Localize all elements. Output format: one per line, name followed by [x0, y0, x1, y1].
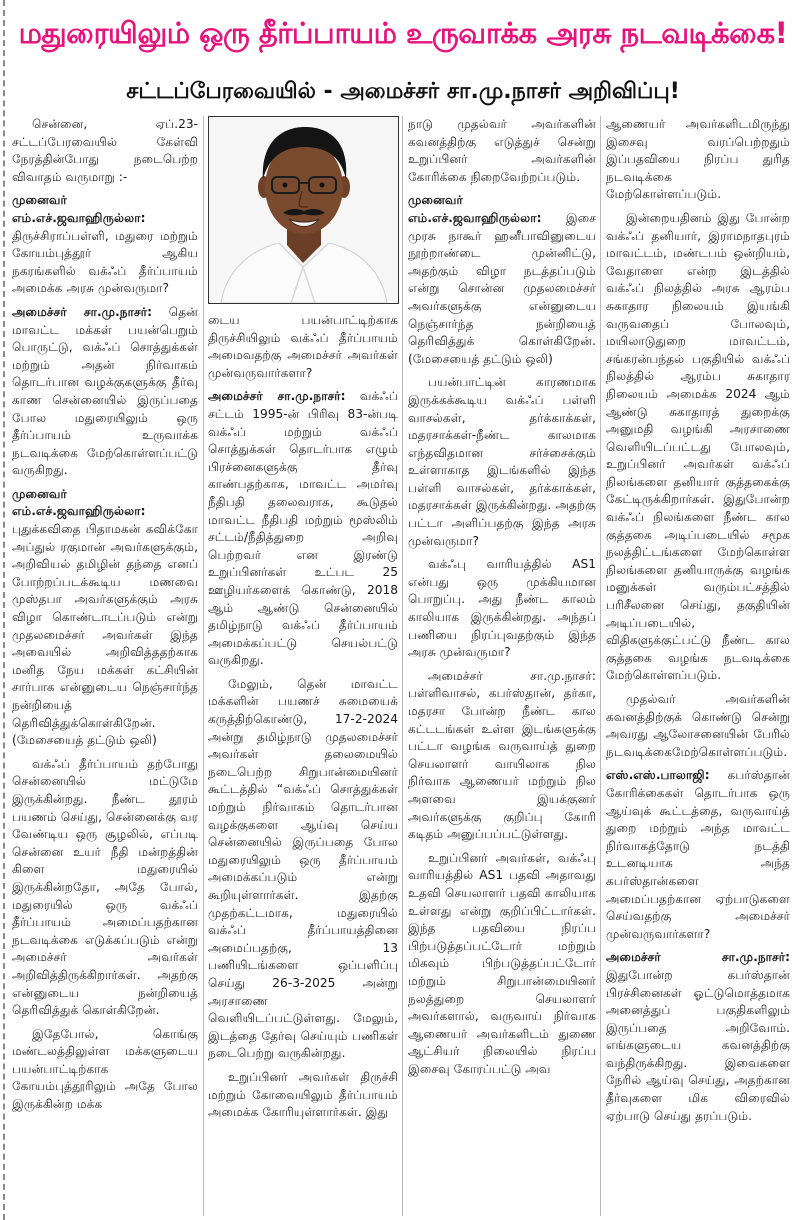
paragraph-text: இன்றையதினம் இது போன்ற வக்ஃப் தனியார், இராமநாதபுரம் மாவட்டம், மண்டபம் ஒன்றியம், வேதாளை என்ற இடத்தில் வக்ஃப் நிலத்தில் அரசு ஆரம்ப சுகாதார நிலையம் இயங்கி வருவதைப் போலவும், மயிலாடுதுறை மாவட்டம், சங்கரன்பந்தல் பகுதியில் வக்ஃப் நிலத்தில் ஆரம்ப சுகாதார நிலையம் அமைக்க 2024 ஆம் ஆண்டு சுகாதாரத் துறைக்கு அனுமதி வழங்கி அரசாணை வெளியிடப்பட்டது போலவும், உறுப்பினர் அவர்கள் வக்ஃப் நிலங்களை தனியார் குத்தகைக்கு கேட்டிருக்கிறார்கள். இதுபோன்ற வக்ஃப் நிலங்களை நீண்ட கால குத்தகை அடிப்படையில் சமூக நலத்திட்டங்களை மேற்கொள்ள நிலங்களை தனியாருக்கு வழங்க மனுக்கள் வரும்பட்சத்தில் பரிசீலனை செய்து, தகுதியின் அடிப்படையில், விதிகளுக்குட்பட்டு நீண்ட கால குத்தகை வழங்க நடவடிக்கை மேற்கொள்ளப்படும். — [606, 210, 790, 683]
paragraph-text: திருச்சிராப்பள்ளி, மதுரை மற்றும் கோயம்புத்தூர் ஆகிய நகரங்களில் வக்ஃப் தீர்ப்பாயம் அமைக்க அரசு முன்வருமா? — [12, 228, 198, 296]
paragraph-text: கபர்ஸ்தான் கோரிக்கைகள் தொடர்பாக ஒரு ஆய்வுக் கூட்டத்தை, வருவாய்த் துறை மற்றும் அந்த மாவட்ட நிர்வாகத்தோடு நடத்தி உடனடியாக அந்த கபர்ஸ்தான்களை அமைப்பதற்கான ஏற்பாடுகளை செய்வதற்கு அமைச்சர் முன்வருவார்களா? — [606, 768, 790, 941]
paragraph-text: அமைச்சர் சா.மு.நாசர்: பள்ளிவாசல், கபர்ஸ்தான், தர்கா, மதரசா போன்ற நீண்ட கால கட்டடங்கள் உள்ள இடங்களுக்கு பட்டா வழங்க வருவாய்த் துறை செயலாளர் வாயிலாக நில நிர்வாக ஆணையர் மற்றும் நில அளவை இயக்குனர் அவர்களுக்கு குறிப்பு கோரி கடிதம் அனுப்பப்பட்டுள்ளது. — [408, 668, 596, 842]
paragraph-text: வக்ஃப் தீர்ப்பாயம் தற்போது சென்னையில் மட்டுமே இருக்கின்றது. நீண்ட தூரம் பயணம் செய்து, சென்னைக்கு வர வேண்டிய ஒரு சூழலில், எப்படி சென்னை உயர் நீதி மன்றத்தின் கிளை மதுரையில் இருக்கின்றதோ, அதே போல், மதுரையில் ஒரு வக்ஃப் தீர்ப்பாயம் அமைப்பதற்கான நடவடிக்கை எடுக்கப்படும் என்று அமைச்சர் அவர்கள் அறிவித்திருக்கிறார்கள். அதற்கு என்னுடைய நன்றியைத் தெரிவித்துக் கொள்கிறேன். — [12, 756, 198, 1018]
speaker-name: அமைச்சர் சா.மு.நாசர்: — [208, 389, 346, 404]
paragraph-text: இசை முரசு நாகூர் ஹனீபாவினுடைய நூற்றாண்டை முன்னிட்டு, அதற்கும் விழா நடத்தப்படும் என்று சொன்ன முதலமைச்சர் அவர்களுக்கு என்னுடைய நெஞ்சார்ந்த நன்றியைத் தெரிவித்துக் கொள்கிறேன். (மேசையைத் தட்டும் ஒலி) — [408, 210, 596, 366]
speaker-name: அமைச்சர் சா.மு.நாசர்: — [606, 950, 790, 965]
article-paragraph — [12, 1026, 198, 1114]
paragraph-text: வக்ஃபு வாரியத்தில் AS1 என்பது ஒரு முக்கியமான பொறுப்பு. அது நீண்ட காலம் காலியாக இருக்கின்றது. அந்தப் பணியை நிரப்புவதற்கும் இந்த அரசு முன்வருமா? — [408, 557, 596, 660]
minister-portrait-image — [209, 117, 398, 303]
article-paragraph — [12, 486, 198, 750]
speaker-name: அமைச்சர் சா.மு.நாசர்: — [12, 304, 152, 319]
column-divider — [600, 116, 601, 1216]
article-paragraph — [408, 374, 596, 550]
article-paragraph — [12, 116, 198, 186]
article-column-4 — [606, 116, 790, 1216]
article-paragraph — [12, 756, 198, 1020]
paragraph-text: வக்ஃப் சட்டம் 1995-ன் பிரிவு 83-ன்படி வக்ஃப் மற்றும் வக்ஃப் சொத்துக்கள் தொடர்பாக எழும் பிரச்னைகளுக்கு தீர்வு காண்பதற்காக, மாவட்ட அமர்வு நீதிபதி தலைவராக, கூடுதல் மாவட்ட நீதிபதி மற்றும் மூஸ்லிம் சட்டம்/நீதித்துறை அறிவு பெற்றவர் என இரண்டு உறுப்பினர்கள் உட்பட 25 ஊழியர்களைக் கொண்டு, 2018 ஆம் ஆண்டு சென்னையில் தமிழ்நாடு வக்ஃப் தீர்ப்பாயம் அமைக்கப்பட்டு செயல்பட்டு வருகிறது. — [208, 389, 398, 668]
paragraph-text: இதேபோல், கொங்கு மண்டலத்திலுள்ள மக்களுடைய பயன்பாட்டிற்காக கோயம்புத்தூரிலும் அதே போல இருக்கின்ற மக்க — [12, 1026, 198, 1112]
article-paragraph — [606, 210, 790, 685]
article-paragraph — [606, 767, 790, 943]
article-paragraph — [408, 116, 596, 186]
article-paragraph — [408, 192, 596, 368]
article-paragraph — [208, 312, 398, 382]
paragraph-text: நாடு முதல்வர் அவர்களின் கவனத்திற்கு எடுத்துச் சென்று உறுப்பினர் அவர்களின் கோரிக்கை நிறைவேற்றப்படும். — [408, 117, 596, 184]
column-divider — [402, 116, 403, 1216]
speaker-name: எஸ்.எஸ்.பாலாஜி: — [606, 768, 710, 783]
article-paragraph — [208, 676, 398, 1063]
article-paragraph — [606, 116, 790, 204]
paragraph-text: முதல்வர் அவர்களின் கவனத்திற்குக் கொண்டு சென்று அவரது ஆலோசனையின் பேரில் நடவடிக்கைமேற்கொள்ளப்படும். — [606, 692, 790, 759]
speaker-name: முனைவர் எம்.எச்.ஜவாஹிருல்லா: — [408, 193, 542, 225]
article-paragraph — [12, 304, 198, 480]
paragraph-text: சென்னை, ஏப்.23- சட்டப்பேரவையில் கேள்வி நேரத்தின்போது நடைபெற்ற விவாதம் வருமாறு :- — [12, 117, 198, 184]
paragraph-text: ஆணையர் அவர்களிடமிருந்து இசைவு வரப்பெற்றதும் இப்பதவியை நிரப்ப துரித நடவடிக்கை மேற்கொள்ளப்படும். — [606, 117, 790, 202]
speaker-name: முனைவர் எம்.எச்.ஜவாஹிருல்லா: — [12, 486, 146, 519]
page-left-border — [3, 0, 5, 1220]
article-column-3 — [408, 116, 596, 1216]
article-column-1 — [12, 116, 198, 1216]
subheadline: சட்டப்பேரவையில் - அமைச்சர் சா.மு.நாசர் அறிவிப்பு! — [126, 79, 680, 104]
paragraph-text: உறுப்பினர் அவர்கள் திருச்சி மற்றும் கோவையிலும் தீர்ப்பாயம் அமைக்க கோரியுள்ளார்கள். இது — [208, 1069, 398, 1120]
headline: மதுரையிலும் ஒரு தீர்ப்பாயம் உருவாக்க அரசு நடவடிக்கை! — [18, 16, 788, 50]
paragraph-text: பயன்பாட்டின் காரணமாக இருக்கக்கூடிய வக்ஃப் பள்ளி வாசல்கள், தர்க்காக்கள், மதரசாக்கள்-நீண்ட காலமாக எந்தவிதமான சர்ச்சைக்கும் உள்ளாகாத இடங்களில் இந்த பள்ளி வாசல்கள், தர்க்காக்கள், மதரசாக்கள் இருக்கின்றது. அதற்கு பட்டா அளிப்பதற்கு இந்த அரசு முன்வருமா? — [408, 375, 596, 548]
article-paragraph — [408, 556, 596, 662]
article-paragraph — [12, 192, 198, 298]
article-paragraph — [606, 691, 790, 761]
paragraph-text: டைய பயன்பாட்டிற்காக திருச்சியிலும் வக்ஃப் தீர்ப்பாயம் அமைவதற்கு அமைச்சர் அவர்கள் முன்வருவார்களா? — [208, 313, 398, 380]
speaker-name: முனைவர் எம்.எச்.ஜவாஹிருல்லா: — [12, 193, 146, 225]
article-paragraph — [408, 850, 596, 1079]
paragraph-text: மேலும், தென் மாவட்ட மக்களின் பயணச் சுமையைக் கருத்திற்கொண்டு, 17-2-2024 அன்று தமிழ்நாடு முதலமைச்சர் அவர்கள் தலைமையில் நடைபெற்ற சிறுபான்மையினர் கூட்டத்தில் “வக்ஃப் சொத்துக்கள் மற்றும் நிர்வாகம் தொடர்பான வழக்குகளை ஆய்வு செய்ய சென்னையில் இருப்பதை போல மதுரையிலும் ஒரு தீர்ப்பாயம் அமைக்கப்படும் என்று கூறியுள்ளார்கள். இதற்கு முதற்கட்டமாக, மதுரையில் வக்ஃப் தீர்ப்பாயத்தினை அமைப்பதற்கு, 13 பணியிடங்களை ஒப்பளிப்பு செய்து 26-3-2025 அன்று அரசாணை வெளியிடப்பட்டுள்ளது. மேலும், இடத்தை தேர்வு செய்யும் பணிகள் நடைபெற்று வருகின்றது. — [208, 676, 398, 1061]
article-paragraph — [408, 668, 596, 844]
article-column-2 — [208, 312, 398, 1216]
paragraph-text: தென் மாவட்ட மக்கள் பயன்பெறும் பொருட்டு, வக்ஃப் சொத்துக்கள் மற்றும் அதன் நிர்வாகம் தொடர்பான வழக்குகளுக்கு தீர்வு காண சென்னையில் இருப்பதை போல மதுரையிலும் ஒரு தீர்ப்பாயம் உருவாக்க நடவடிக்கை மேற்கொள்ளப்பட்டு வருகிறது. — [12, 304, 198, 478]
article-paragraph — [606, 949, 790, 1125]
paragraph-text: புதுக்கவிதை பிதாமகன் கவிக்கோ அப்துல் ரகுமான் அவர்களுக்கும், அறிவியல் தமிழின் தந்தை எனப் போற்றப்படக்கூடிய மணவை முஸ்தபா அவர்களுக்கும் அரசு விழா கொண்டாடப்படும் என்று முதலமைச்சர் அவர்கள் இந்த அவையில் அறிவித்ததற்காக மனித நேய மக்கள் கட்சியின் சார்பாக என்னுடைய நெஞ்சார்ந்த நன்றியைத் தெரிவித்துக்கொள்கிறேன். (மேசையைத் தட்டும் ஒலி) — [12, 522, 198, 748]
paragraph-text: உறுப்பினர் அவர்கள், வக்ஃபு வாரியத்தில் AS1 பதவி அதாவது உதவி செயலாளர் பதவி காலியாக உள்ளது என்று குறிப்பிட்டார்கள். இந்த பதவியை நிரப்ப பிற்படுத்தப்பட்டோர் மற்றும் மிகவும் பிற்படுத்தப்பட்டோர் மற்றும் சிறுபான்மையினர் நலத்துறை செயலாளர் அவர்களால், வருவாய் நிர்வாக ஆணையர் அவர்களிடம் துணை ஆட்சியர் நிலையில் நிரப்ப இசைவு கோரப்பட்டு அவ — [408, 850, 596, 1076]
column-divider — [203, 116, 204, 1216]
minister-photo — [208, 116, 399, 304]
paragraph-text: இதுபோன்ற கபர்ஸ்தான் பிரச்சினைகள் ஓட்டுமொத்தமாக அனைத்துப் பகுதிகளிலும் இருப்பதை அறிவோம். எங்களுடைய கவனத்திற்கு வந்திருக்கிறது. இவைகளை நேரில் ஆய்வு செய்து, அதற்கான தீர்வுகளை மிக விரைவில் ஏற்பாடு செய்து தரப்படும். — [606, 967, 790, 1123]
article-paragraph — [208, 1069, 398, 1122]
article-paragraph — [208, 388, 398, 670]
